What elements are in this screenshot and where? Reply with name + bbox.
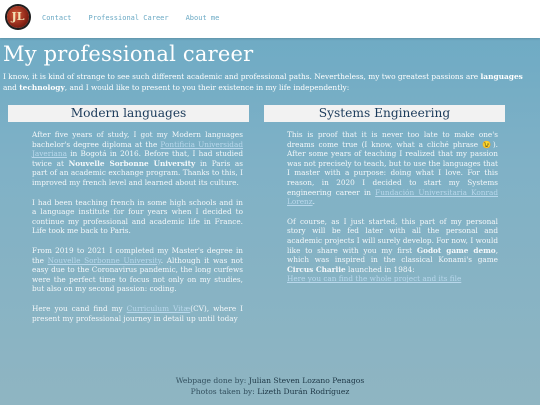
paragraph-text: launched in 1984: [345, 264, 415, 274]
systems-engineering-heading: Systems Engineering [264, 105, 505, 122]
paragraph-text: . [312, 197, 315, 207]
link-nouvelle-sorbonne-university[interactable]: Nouvelle Sorbonne University [47, 255, 161, 265]
intro-text: I know, it is kind of strange to see such different academic and professional paths. Nevertheless, my two greatest passions are [3, 72, 481, 81]
paragraph-text: This is proof that it is never too late to make one's dreams come true (I know, what a cliché phrase 😉). After some years of teaching I realized that my passion was not precisely to teach, but to use the languages that I master with a purpose: doing what I love. For this reason, in 2020 I decided to start my Systems engineering career in [287, 130, 498, 197]
footer-label: Photos taken by: [190, 387, 258, 396]
intro-text: , and I would like to present to you their existence in my life independently: [64, 83, 350, 92]
footer-credit-photos [0, 386, 540, 397]
languages-paragraph-2: I had been teaching french in some high schools and in a language institute for four years when I decided to continue my professional and academic life in France. Life took me back to Paris. [32, 197, 243, 236]
systems-paragraph-1 [287, 130, 498, 207]
intro-keyword-languages: languages [480, 72, 523, 81]
footer [0, 375, 540, 397]
systems-engineering-column [287, 130, 498, 294]
paragraph-text: in Bogotá in 2016. Before that, I had studied twice at [32, 149, 243, 168]
paragraph-text: (CV), where I present my professional journey in detail up until today [32, 303, 243, 323]
strong-godot-game-demo: Godot game demo [416, 245, 496, 255]
link-curriculum-vitae[interactable]: Curriculum Vitæ [126, 303, 191, 313]
logo-letter: JL [11, 10, 25, 23]
strong-nouvelle-sorbonne: Nouvelle Sorbonne University [68, 158, 196, 168]
nav-link-contact[interactable]: Contact [42, 14, 72, 22]
strong-circus-charlie: Circus Charlie [287, 264, 346, 274]
main-nav [42, 14, 219, 22]
footer-photographer-name: Lizeth Durán Rodríguez [257, 387, 350, 396]
link-konrad-lorenz[interactable]: Fundación Universitaria Konrad Lorenz [287, 187, 498, 207]
paragraph-text: From 2019 to 2021 I completed my Master's degree in the [32, 245, 243, 265]
paragraph-text: Here you cand find my [32, 303, 127, 313]
paragraph-text: After five years of study, I got my Modern languages bachelor's degree diploma at the [32, 130, 243, 149]
footer-author-name: Julian Steven Lozano Penagos [248, 376, 365, 385]
link-pontificia-universidad-javeriana[interactable]: Pontificia Universidad Javeriana [32, 139, 244, 159]
paragraph-text: . Although it was not easy due to the Coronavirus pandemic, the long curfews were the perfect time to focus not only on my studies, but also on my second passion: coding. [32, 255, 243, 294]
languages-paragraph-4 [32, 304, 243, 323]
nav-link-professional-career[interactable]: Professional Career [88, 14, 169, 22]
systems-paragraph-2 [287, 217, 498, 284]
intro-paragraph [3, 71, 537, 93]
top-navigation-bar [0, 0, 540, 38]
modern-languages-heading: Modern languages [8, 105, 249, 122]
paragraph-text: Of course, as I just started, this part of my personal story will be fed later with all the personal and academic projects I will surely develop. For now, I would like to share with you my first [287, 216, 498, 255]
logo-avatar[interactable] [7, 6, 29, 28]
footer-label: Webpage done by: [175, 376, 249, 385]
languages-paragraph-3 [32, 246, 243, 294]
paragraph-text: , which was inspired in the classical Konami's game [287, 245, 499, 265]
intro-text: and [3, 83, 20, 92]
link-game-project[interactable]: Here you can find the whole project and its file [287, 274, 462, 284]
modern-languages-column [32, 130, 243, 333]
intro-keyword-technology: technology [19, 83, 65, 92]
page-title: My professional career [3, 42, 254, 66]
paragraph-text: in Paris as part of an academic exchange program. Thanks to this, I improved my french level and learned about its culture. [32, 158, 243, 187]
footer-credit-web [0, 375, 540, 386]
nav-link-about-me[interactable]: About me [185, 14, 220, 22]
languages-paragraph-1 [32, 130, 243, 188]
